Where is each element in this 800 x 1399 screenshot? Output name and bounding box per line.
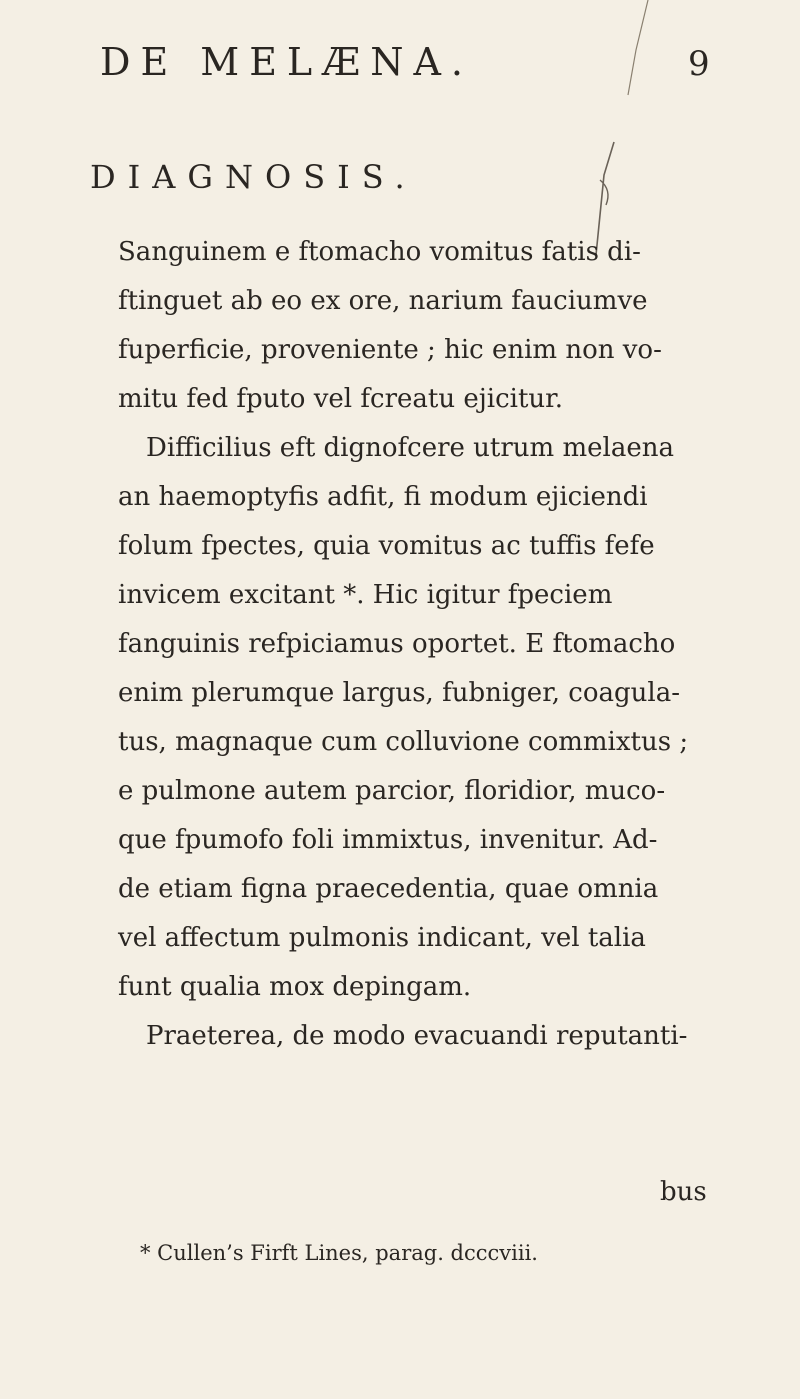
text-line: e pulmone autem parcior, floridior, muco- [118,776,666,806]
text-line: folum fpectes, quia vomitus ac tuffis fefe [118,531,655,561]
text-line: ftinguet ab eo ex ore, narium fauciumve [118,286,648,316]
footnote: * Cullen’s Firft Lines, parag. dcccviii. [140,1241,538,1265]
text-line: invicem excitant *. Hic igitur fpeciem [118,580,613,610]
page-number: 9 [688,44,710,84]
text-line: mitu fed fputo vel fcreatu ejicitur. [118,384,564,414]
text-line: funt qualia mox depingam. [118,972,472,1002]
text-line: vel affectum pulmonis indicant, vel talia [118,923,646,953]
text-line: fanguinis refpiciamus oportet. E ftomacho [118,629,676,659]
text-line: que fpumofo foli immixtus, invenitur. Ad- [118,825,658,855]
text-line: Sanguinem e ftomacho vomitus fatis di- [118,237,641,267]
section-title: DIAGNOSIS. [90,158,417,196]
text-line: Difficilius eft dignofcere utrum melaena [146,433,674,463]
catchword: bus [660,1177,707,1207]
text-line: enim plerumque largus, fubniger, coagula- [118,678,680,708]
text-line: de etiam figna praecedentia, quae omnia [118,874,659,904]
running-title: DE MELÆNA. [100,40,473,84]
text-line: an haemoptyfis adfit, fi modum ejiciendi [118,482,648,512]
text-line: Praeterea, de modo evacuandi reputanti- [146,1021,688,1051]
text-line: fuperficie, proveniente ; hic enim non vo- [118,335,662,365]
text-line: tus, magnaque cum colluvione commixtus ; [118,727,689,757]
body-text [118,228,724,1061]
